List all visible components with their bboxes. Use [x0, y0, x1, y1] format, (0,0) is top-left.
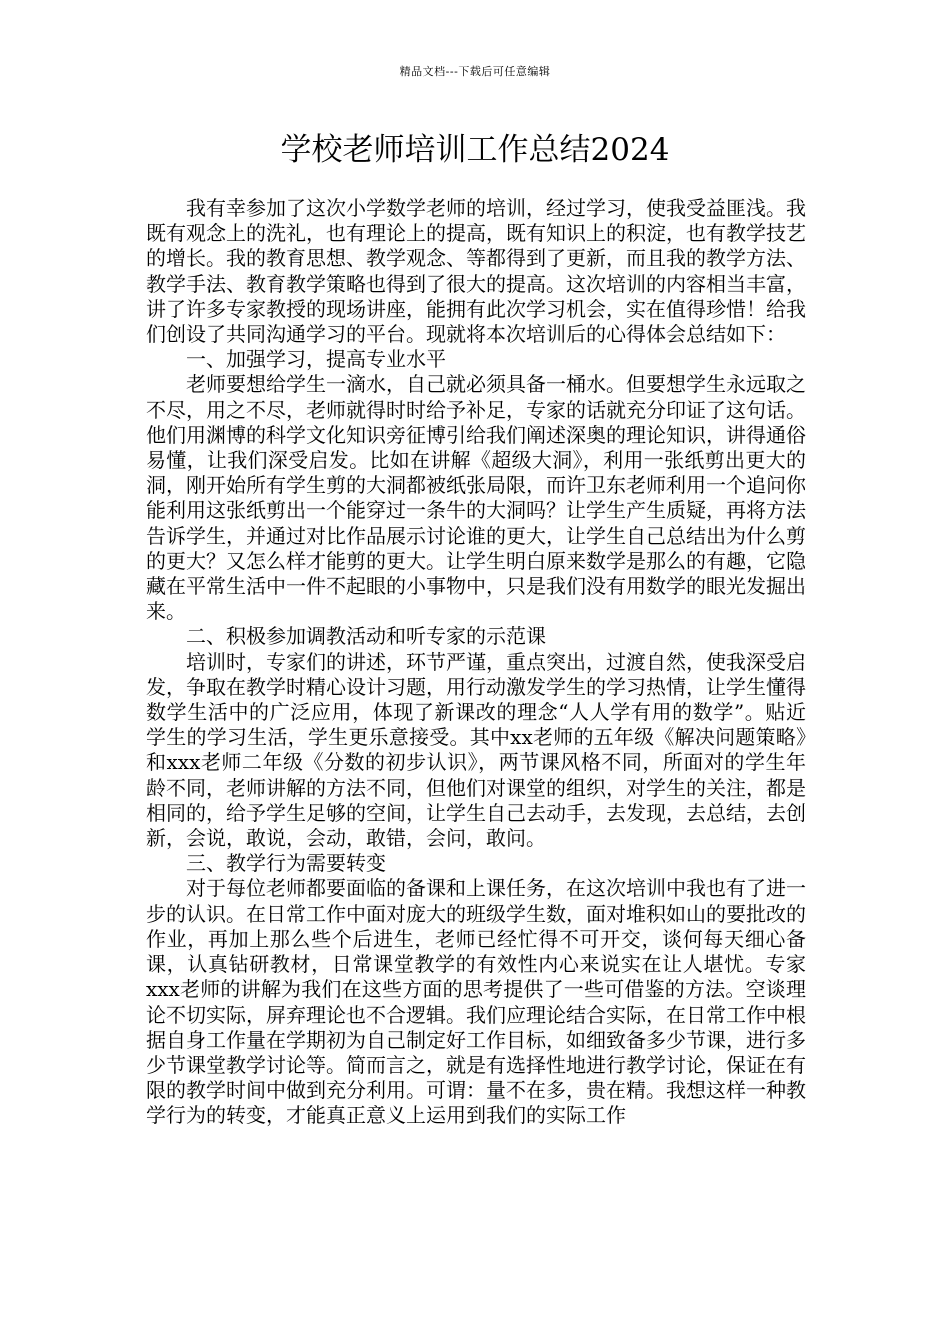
section-2-paragraph: 培训时，专家们的讲述，环节严谨，重点突出，过渡自然，使我深受启发，争取在教学时精心设计习题，用行动激发学生的学习热情，让学生懂得数学生活中的广泛应用，体现了新课改的理念“人人学有用的数学”。贴近学生的学习生活，学生更乐意接受。其中xx老师的五年级《解决问题策略》和xxx老师二年级《分数的初步认识》，两节课风格不同，所面对的学生年龄不同，老师讲解的方法不同，但他们对课堂的组织，对学生的关注，都是相同的，给予学生足够的空间，让学生自己去动手，去发现，去总结，去创新，会说，敢说，会动，敢错，会问，敢问。 — [146, 649, 806, 851]
section-heading-3: 三、教学行为需要转变 — [186, 851, 386, 876]
section-heading-2: 二、积极参加调教活动和听专家的示范课 — [186, 624, 546, 649]
header-note: 精品文档---下载后可任意编辑 — [399, 65, 551, 78]
section-1-paragraph: 老师要想给学生一滴水，自己就必须具备一桶水。但要想学生永远取之不尽，用之不尽，老师就得时时给予补足，专家的话就充分印证了这句话。他们用渊博的科学文化知识旁征博引给我们阐述深奥的理论知识，讲得通俗易懂，让我们深受启发。比如在讲解《超级大洞》，利用一张纸剪出更大的洞，刚开始所有学生剪的大洞都被纸张局限，而许卫东老师利用一个追问你能利用这张纸剪出一个能穿过一条牛的大洞吗？让学生产生质疑，再将方法告诉学生，并通过对比作品展示讨论谁的更大，让学生自己总结出为什么剪的更大？又怎么样才能剪的更大。让学生明白原来数学是那么的有趣，它隐藏在平常生活中一件不起眼的小事物中，只是我们没有用数学的眼光发掘出来。 — [146, 372, 806, 624]
document-body — [146, 196, 806, 1129]
section-heading-1: 一、加强学习，提高专业水平 — [186, 347, 446, 372]
intro-paragraph: 我有幸参加了这次小学数学老师的培训，经过学习，使我受益匪浅。我既有观念上的洗礼，也有理论上的提高，既有知识上的积淀，也有教学技艺的增长。我的教育思想、教学观念、等都得到了更新，而且我的教学方法、教学手法、教育教学策略也得到了很大的提高。这次培训的内容相当丰富，讲了许多专家教授的现场讲座，能拥有此次学习机会，实在值得珍惜！给我们创设了共同沟通学习的平台。现就将本次培训后的心得体会总结如下： — [146, 196, 806, 347]
document-title: 学校老师培训工作总结2024 — [280, 132, 670, 168]
section-3-paragraph: 对于每位老师都要面临的备课和上课任务，在这次培训中我也有了进一步的认识。在日常工作中面对庞大的班级学生数，面对堆积如山的要批改的作业，再加上那么些个后进生，老师已经忙得不可开交，谈何每天细心备课，认真钻研教材，日常课堂教学的有效性内心来说实在让人堪忧。专家xxx老师的讲解为我们在这些方面的思考提供了一些可借鉴的方法。空谈理论不切实际，屏弃理论也不合逻辑。我们应理论结合实际，在日常工作中根据自身工作量在学期初为自己制定好工作目标，如细致备多少节课，进行多少节课堂教学讨论等。简而言之，就是有选择性地进行教学讨论，保证在有限的教学时间中做到充分利用。可谓：量不在多，贵在精。我想这样一种教学行为的转变，才能真正意义上运用到我们的实际工作 — [146, 876, 806, 1128]
